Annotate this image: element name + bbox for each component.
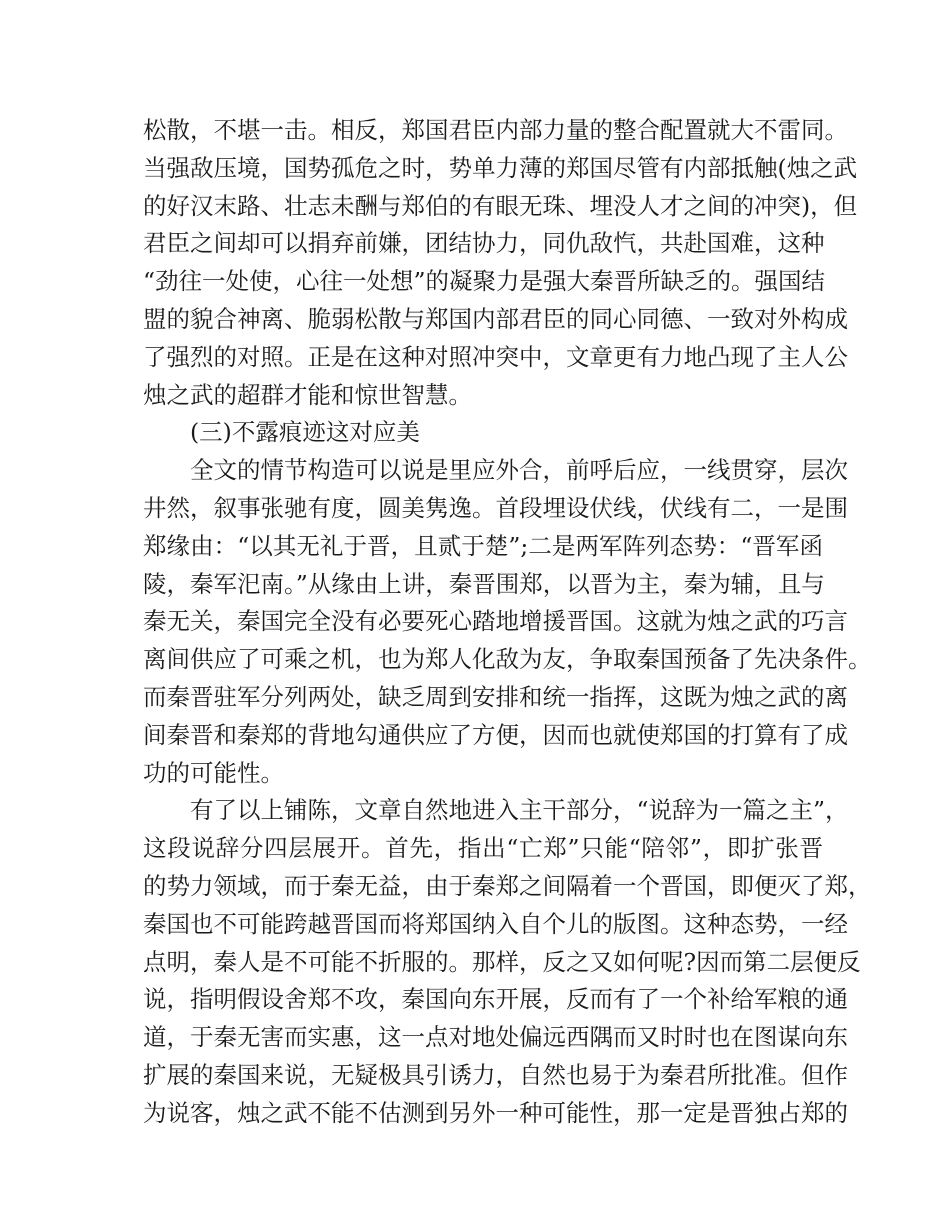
text-line: 的势力领域，而于秦无益，由于秦郑之间隔着一个晋国，即便灭了郑， [143,871,872,900]
text-line: 这段说辞分四层展开。首先，指出“亡郑”只能“陪邻”，即扩张晋 [143,834,823,863]
text-line: 松散，不堪一击。相反，郑国君臣内部力量的整合配置就大不雷同。 [143,116,848,144]
text-line: 离间供应了可乘之机，也为郑人化敌为友，争取秦国预备了先决条件。 [143,645,872,674]
text-line: 全文的情节构造可以说是里应外合，前呼后应，一线贯穿，层次 [190,456,848,485]
section-heading: (三)不露痕迹这对应美 [190,418,420,447]
text-line: 说，指明假设舍郑不攻，秦国向东开展，反而有了一个补给军粮的通 [143,985,848,1014]
text-line: 功的可能性。 [143,758,284,787]
text-line: 而秦晋驻军分列两处，缺乏周到安排和统一指挥，这既为烛之武的离 [143,682,848,711]
text-line: 君臣之间却可以捐弃前嫌，团结协力，同仇敌忾，共赴国难，这种 [143,229,825,258]
text-line: 盟的貌合神离、脆弱松散与郑国内部君臣的同心同德、一致对外构成 [143,304,848,333]
text-line: 井然，叙事张驰有度，圆美隽逸。首段埋设伏线，伏线有二，一是围 [143,493,848,522]
text-line: 有了以上铺陈，文章自然地进入主干部分，“说辞为一篇之主”， [190,796,849,825]
text-line: 点明，秦人是不可能不折服的。那样，反之又如何呢?因而第二层便反 [143,947,861,976]
text-line: 秦无关，秦国完全没有必要死心踏地增援晋国。这就为烛之武的巧言 [143,607,848,636]
text-line: 烛之武的超群才能和惊世智慧。 [143,380,472,409]
text-line: 间秦晋和秦郑的背地勾通供应了方便，因而也就使郑国的打算有了成 [143,720,848,749]
text-line: 了强烈的对照。正是在这种对照冲突中，文章更有力地凸现了主人公 [143,342,848,371]
text-line: 陵，秦军汜南。”从缘由上讲，秦晋围郑，以晋为主，秦为辅，且与 [143,569,825,598]
body-text [143,112,872,1133]
text-line: 郑缘由：“以其无礼于晋，且贰于楚”;二是两军阵列态势：“晋军函 [143,531,823,560]
text-line: 秦国也不可能跨越晋国而将郑国纳入自个儿的版图。这种态势，一经 [143,909,848,938]
text-line: “劲往一处使，心往一处想”的凝聚力是强大秦晋所缺乏的。强国结 [143,267,826,296]
text-line: 扩展的秦国来说，无疑极具引诱力，自然也易于为秦君所批准。但作 [143,1060,848,1089]
text-line: 道，于秦无害而实惠，这一点对地处偏远西隅而又时时也在图谋向东 [143,1023,848,1052]
text-line: 为说客，烛之武不能不估测到另外一种可能性，那一定是晋独占郑的 [143,1098,848,1127]
text-line: 的好汉末路、壮志未酬与郑伯的有眼无珠、埋没人才之间的冲突)，但 [143,191,858,220]
text-line: 当强敌压境，国势孤危之时，势单力薄的郑国尽管有内部抵触(烛之武 [143,153,858,182]
